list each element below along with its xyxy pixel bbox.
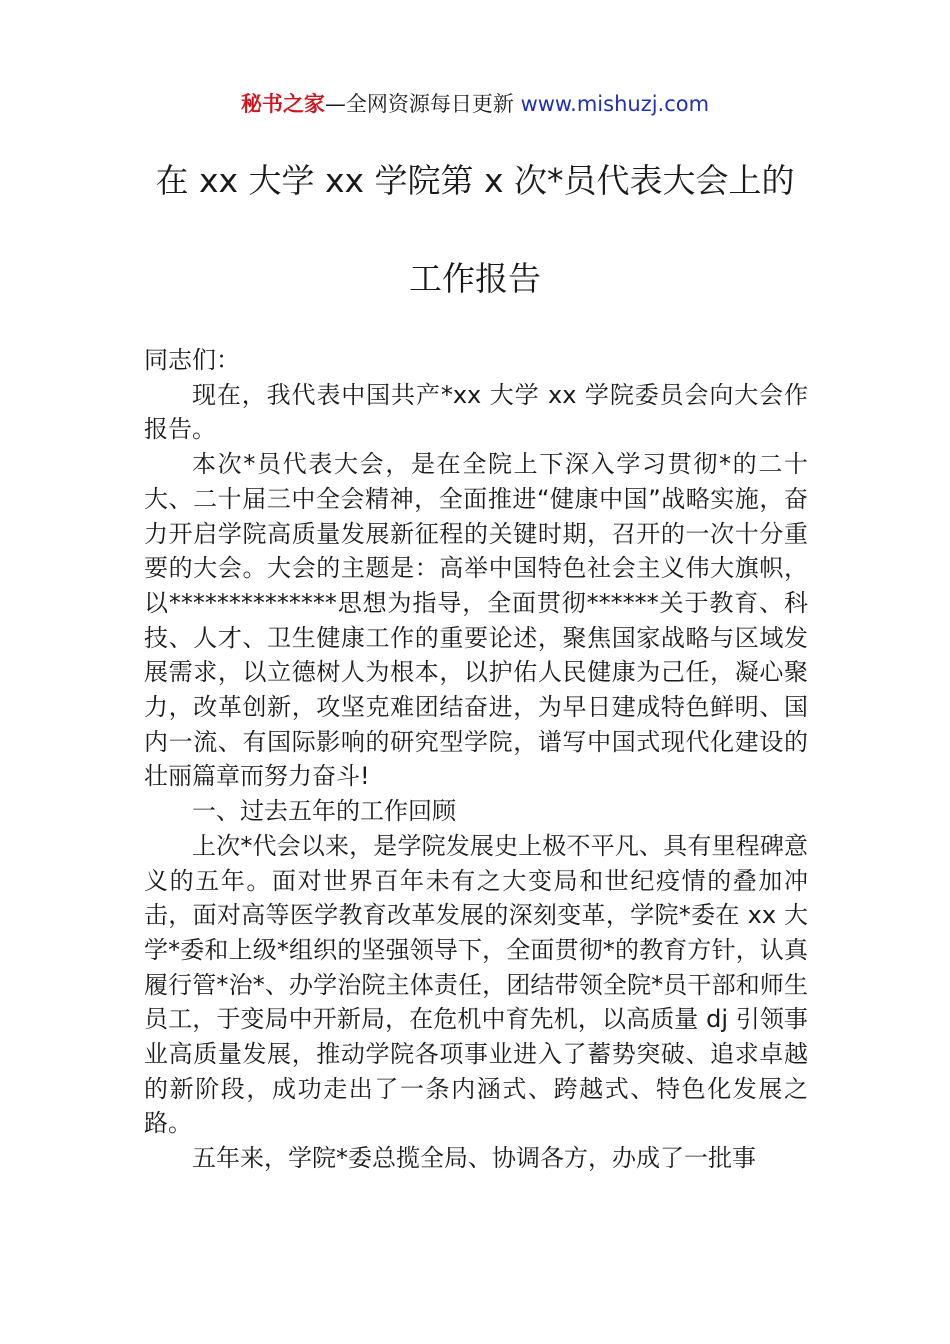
document-title-line-2: 工作报告 xyxy=(409,259,541,298)
site-tagline: —全网资源每日更新 xyxy=(324,92,514,116)
body-paragraph: 现在，我代表中国共产*xx 大学 xx 学院委员会向大会作报告。 xyxy=(144,380,808,444)
section-heading: 一、过去五年的工作回顾 xyxy=(192,797,456,826)
salutation: 同志们： xyxy=(144,346,240,374)
site-brand: 秘书之家 xyxy=(240,92,325,116)
site-url-link[interactable]: www.mishuzj.com xyxy=(520,92,710,116)
site-header xyxy=(0,86,950,122)
body-paragraph: 上次*代会以来，是学院发展史上极不平凡、具有里程碑意义的五年。面对世界百年未有之大变局和世纪疫情的叠加冲击，面对高等医学教育改革发展的深刻变革，学院*委在 xx 大学*委和上级*组织的坚强领导下，全面贯彻*的教育方针，认真履行管*治*、办学治院主体责任，团结带领全院*员干部和师生员工，于变局中开新局，在危机中育先机，以高质量 dj 引领事业高质量发展，推动学院各项事业进入了蓄势突破、追求卓越的新阶段，成功走出了一条内涵式、跨越式、特色化发展之路。 xyxy=(144,831,808,1138)
document-title-line-1: 在 xx 大学 xx 学院第 x 次*员代表大会上的 xyxy=(155,161,795,200)
body-paragraph: 五年来，学院*委总揽全局、协调各方，办成了一批事 xyxy=(192,1144,756,1173)
document-body xyxy=(144,343,808,1176)
body-paragraph: 本次*员代表大会，是在全院上下深入学习贯彻*的二十大、二十届三中全会精神，全面推进“健康中国”战略实施，奋力开启学院高质量发展新征程的关键时期，召开的一次十分重要的大会。大会的主题是：高举中国特色社会主义伟大旗帜，以**************思想为指导，全面贯彻******关于教育、科技、人才、卫生健康工作的重要论述，聚焦国家战略与区域发展需求，以立德树人为根本，以护佑人民健康为己任，凝心聚力，改革创新，攻坚克难团结奋进，为早日建成特色鲜明、国内一流、有国际影响的研究型学院，谱写中国式现代化建设的壮丽篇章而努力奋斗! xyxy=(144,450,808,791)
